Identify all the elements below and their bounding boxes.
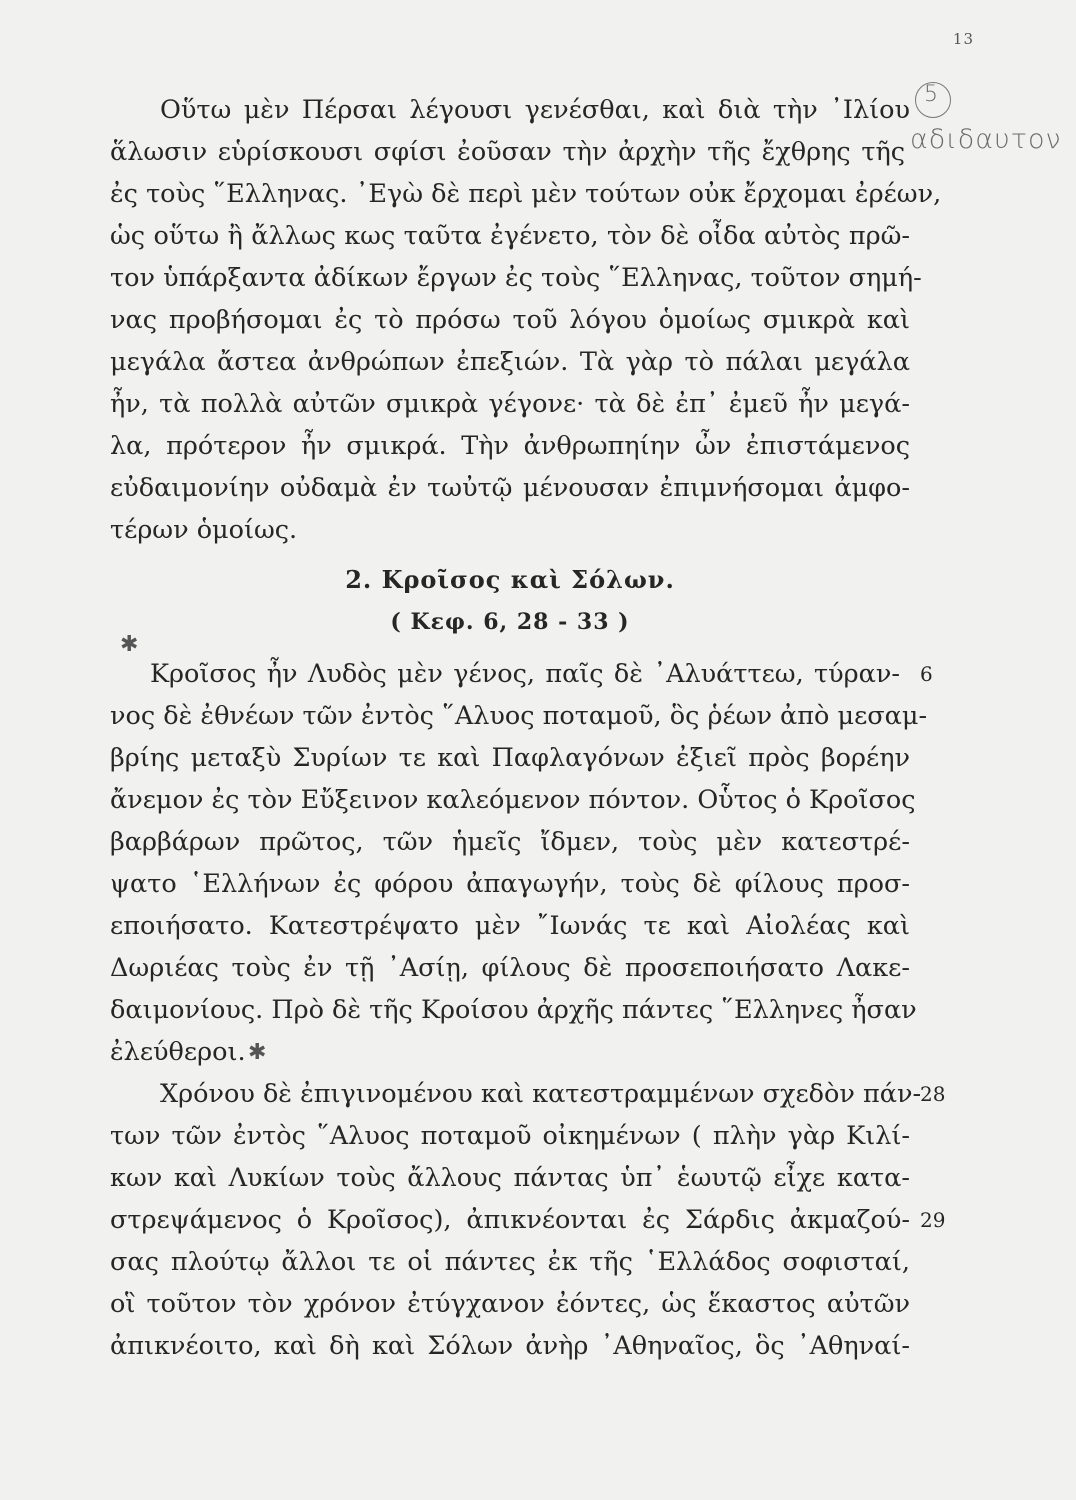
text-line: τον ὑπάρξαντα ἀδίκων ἔργων ἐς τοὺς ῞Ελληνας, τοῦτον σημή- [110, 263, 922, 293]
text-line: ψατο ῾Ελλήνων ἐς φόρου ἀπαγωγήν, τοὺς δὲ φίλους προσ- [110, 869, 910, 899]
text-line: νος δὲ ἐθνέων τῶν ἐντὸς ῞Αλυος ποταμοῦ, ὃς ῥέων ἀπὸ μεσαμ- [110, 701, 928, 731]
asterisk-mark: ✱ [120, 632, 139, 657]
text-line: τέρων ὁμοίως. [110, 515, 298, 545]
page-number: 13 [952, 30, 974, 48]
text-line: οἳ τοῦτον τὸν χρόνον ἐτύγχανον ἐόντες, ὡς ἕκαστος αὐτῶν [110, 1289, 910, 1319]
text-line: εὐδαιμονίην οὐδαμὰ ἐν τωὐτῷ μένουσαν ἐπιμνήσομαι ἀμφο- [110, 473, 910, 503]
margin-number: 28 [920, 1082, 946, 1106]
text-line: ἐλεύθεροι. [110, 1037, 246, 1067]
asterisk-mark: ✱ [248, 1040, 267, 1065]
margin-number: 29 [920, 1208, 946, 1232]
text-line: Δωριέας τοὺς ἐν τῇ ᾿Ασίῃ, φίλους δὲ προσεποιήσατο Λακε- [110, 953, 910, 983]
text-line: εποιήσατο. Κατεστρέψατο μὲν ῎Ιωνάς τε καὶ Αἰολέας καὶ [110, 911, 910, 941]
text-line: Κροῖσος ἦν Λυδὸς μὲν γένος, παῖς δὲ ᾿Αλυάττεω, τύραν- [150, 659, 900, 689]
section-reference: ( Κεφ. 6, 28 - 33 ) [390, 609, 630, 635]
text-line: ἄνεμον ἐς τὸν Εὔξεινον καλεόμενον πόντον. Οὗτος ὁ Κροῖσος [110, 785, 916, 815]
text-line: σας πλούτῳ ἄλλοι τε οἱ πάντες ἐκ τῆς ῾Ελλάδος σοφισταί, [110, 1247, 910, 1277]
text-line: ἅλωσιν εὑρίσκουσι σφίσι ἐοῦσαν τὴν ἀρχὴν τῆς ἔχθρης τῆς [110, 137, 905, 167]
text-line: λα, πρότερον ἦν σμικρά. Τὴν ἀνθρωπηίην ὦν ἐπιστάμενος [110, 431, 910, 461]
text-line: βαρβάρων πρῶτος, τῶν ἡμεῖς ἴδμεν, τοὺς μὲν κατεστρέ- [110, 827, 910, 857]
text-line: ὡς οὕτω ἢ ἄλλως κως ταῦτα ἐγένετο, τὸν δὲ οἶδα αὐτὸς πρῶ- [110, 221, 910, 251]
circled-number-annotation: 5 [924, 82, 938, 107]
margin-number: 6 [920, 662, 933, 686]
text-line: στρεψάμενος ὁ Κροῖσος), ἀπικνέονται ἐς Σάρδις ἀκμαζού- [110, 1205, 910, 1235]
text-line: ἀπικνέοιτο, καὶ δὴ καὶ Σόλων ἀνὴρ ᾿Αθηναῖος, ὃς ᾿Αθηναί- [110, 1331, 910, 1361]
text-line: κων καὶ Λυκίων τοὺς ἄλλους πάντας ὑπ᾿ ἑωυτῷ εἶχε κατα- [110, 1163, 910, 1193]
handwritten-margin-note: αδιδαυτον [910, 124, 1062, 155]
text-line: των τῶν ἐντὸς ῞Αλυος ποταμοῦ οἰκημένων ( πλὴν γὰρ Κιλί- [110, 1121, 910, 1151]
text-line: μεγάλα ἄστεα ἀνθρώπων ἐπεξιών. Τὰ γὰρ τὸ πάλαι μεγάλα [110, 347, 910, 377]
text-line: Χρόνου δὲ ἐπιγινομένου καὶ κατεστραμμένων σχεδὸν πάν- [160, 1079, 922, 1109]
text-line: Οὕτω μὲν Πέρσαι λέγουσι γενέσθαι, καὶ διὰ τὴν ᾿Ιλίου [160, 95, 910, 125]
section-title: 2. Κροῖσος καὶ Σόλων. [345, 565, 675, 594]
text-line: ἦν, τὰ πολλὰ αὐτῶν σμικρὰ γέγονε· τὰ δὲ ἐπ᾿ ἐμεῦ ἦν μεγά- [110, 389, 910, 419]
text-line: δαιμονίους. Πρὸ δὲ τῆς Κροίσου ἀρχῆς πάντες ῞Ελληνες ἦσαν [110, 995, 917, 1025]
text-line: νας προβήσομαι ἐς τὸ πρόσω τοῦ λόγου ὁμοίως σμικρὰ καὶ [110, 305, 910, 335]
text-line: ἐς τοὺς ῞Ελληνας. ᾿Εγὼ δὲ περὶ μὲν τούτων οὐκ ἔρχομαι ἐρέων, [110, 179, 942, 209]
text-line: βρίης μεταξὺ Συρίων τε καὶ Παφλαγόνων ἐξιεῖ πρὸς βορέην [110, 743, 910, 773]
